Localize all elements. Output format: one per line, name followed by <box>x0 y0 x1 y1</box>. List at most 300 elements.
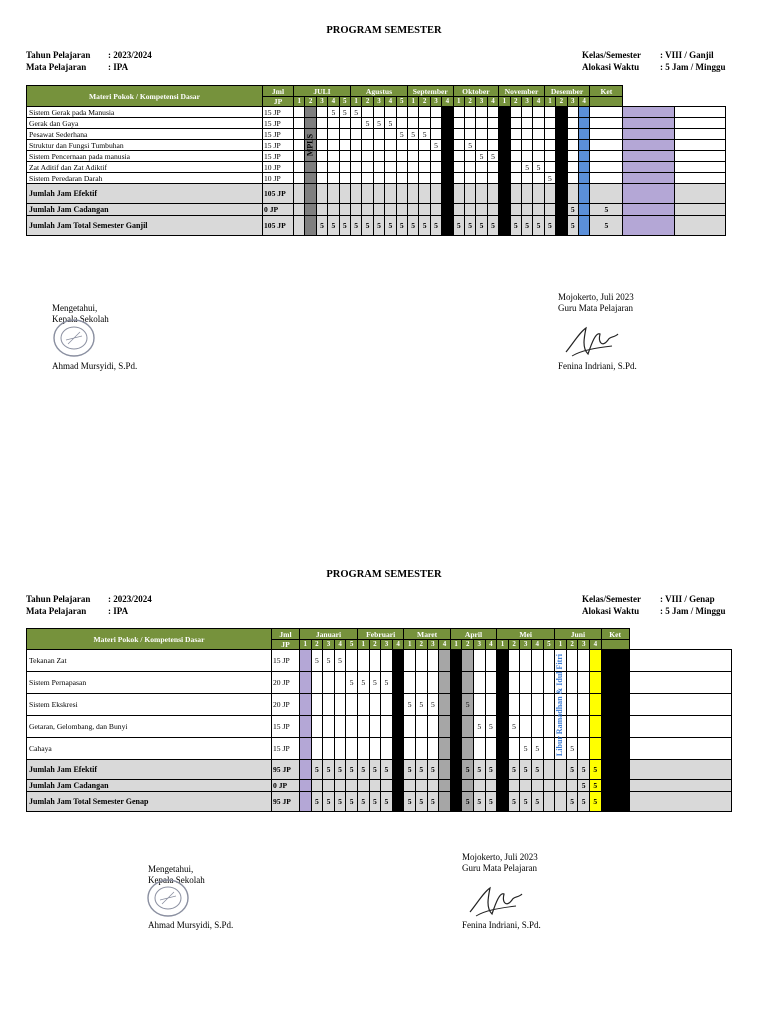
week-cell <box>328 118 339 129</box>
week-cell <box>316 107 327 118</box>
week-cell <box>415 650 427 672</box>
week-cell: 5 <box>311 792 323 812</box>
week-cell <box>442 204 453 216</box>
week-cell <box>316 173 327 184</box>
week-cell <box>323 716 335 738</box>
week-cell: 5 <box>339 107 350 118</box>
week-cell <box>533 204 544 216</box>
week-cell <box>474 780 486 792</box>
week-cell <box>385 140 396 151</box>
meta-value: : IPA <box>108 606 129 616</box>
week-cell <box>381 694 393 716</box>
summary-row <box>27 780 732 792</box>
week-cell <box>339 173 350 184</box>
place-date: Mojokerto, Juli 2023 <box>558 292 634 302</box>
week-cell <box>392 650 404 672</box>
jp-cell: 15 JP <box>272 650 300 672</box>
week-cell <box>533 184 544 204</box>
week-cell <box>590 184 623 204</box>
week-cell: 5 <box>464 216 475 236</box>
header-ket: Ket <box>590 86 623 97</box>
page-title-ganjil: PROGRAM SEMESTER <box>326 25 442 36</box>
table-row <box>27 107 726 118</box>
week-cell: 5 <box>508 716 520 738</box>
week-cell: 5 <box>373 118 384 129</box>
week-cell <box>362 162 373 173</box>
meta-key: Alokasi Waktu <box>582 606 640 616</box>
week-cell <box>556 118 567 129</box>
ket-cell <box>674 151 725 162</box>
week-cell <box>590 173 623 184</box>
week-cell: 5 <box>334 760 346 780</box>
jp-cell: 95 JP <box>272 760 300 780</box>
week-cell <box>396 204 407 216</box>
week-cell <box>334 672 346 694</box>
week-cell <box>543 694 555 716</box>
week-cell: 5 <box>499 151 510 162</box>
week-cell <box>487 184 498 204</box>
week-cell <box>392 672 404 694</box>
week-cell <box>339 118 350 129</box>
principal-name: Ahmad Mursyidi, S.Pd. <box>148 920 234 930</box>
week-cell <box>623 216 674 236</box>
week-cell: 5 <box>533 216 544 236</box>
week-cell <box>396 118 407 129</box>
week-cell <box>590 694 602 716</box>
week-cell <box>623 107 674 118</box>
ket-cell <box>674 129 725 140</box>
week-cell <box>521 173 532 184</box>
jp-cell: 105 JP <box>263 216 294 236</box>
table-row <box>27 140 726 151</box>
week-cell <box>590 107 623 118</box>
week-cell: 5 <box>462 792 474 812</box>
week-cell <box>439 716 451 738</box>
week-cell <box>334 694 346 716</box>
week-cell <box>294 107 305 118</box>
week-cell <box>385 107 396 118</box>
week-cell <box>520 650 532 672</box>
summary-row <box>27 760 732 780</box>
week-cell <box>544 140 555 151</box>
week-cell <box>499 204 510 216</box>
week-cell: 5 <box>462 760 474 780</box>
week-cell <box>555 760 567 780</box>
week-cell <box>464 151 475 162</box>
week-cell <box>497 792 509 812</box>
week-cell <box>474 672 486 694</box>
header-week: 4 <box>392 640 404 650</box>
week-cell <box>485 738 497 760</box>
week-cell <box>362 107 373 118</box>
week-cell: 5 <box>442 140 453 151</box>
week-cell <box>392 760 404 780</box>
week-cell <box>427 672 439 694</box>
week-cell <box>601 760 629 780</box>
header-week: 1 <box>544 97 555 107</box>
week-cell <box>566 716 578 738</box>
header-week: 3 <box>323 640 335 650</box>
week-cell <box>590 738 602 760</box>
topic-cell: Cahaya <box>27 738 272 760</box>
meta-left-ganjil <box>26 49 152 73</box>
week-cell <box>556 216 567 236</box>
week-cell <box>487 129 498 140</box>
week-cell <box>404 780 416 792</box>
week-cell: 5 <box>590 216 623 236</box>
teacher-name: Fenina Indriani, S.Pd. <box>462 920 541 930</box>
week-cell <box>487 162 498 173</box>
jp-cell: 15 JP <box>263 107 294 118</box>
header-week: 3 <box>373 97 384 107</box>
week-cell <box>311 694 323 716</box>
week-cell <box>521 129 532 140</box>
header-week: 5 <box>396 97 407 107</box>
week-cell <box>439 672 451 694</box>
week-cell: 5 <box>531 760 543 780</box>
week-cell <box>396 107 407 118</box>
header-week: 1 <box>404 640 416 650</box>
week-cell <box>442 129 453 140</box>
week-cell <box>453 151 464 162</box>
week-cell <box>566 672 578 694</box>
header-week: 4 <box>328 97 339 107</box>
week-cell <box>464 118 475 129</box>
week-cell <box>543 792 555 812</box>
week-cell <box>311 716 323 738</box>
week-cell <box>578 151 589 162</box>
week-cell: 5 <box>556 173 567 184</box>
week-cell: 5 <box>508 760 520 780</box>
week-cell <box>487 118 498 129</box>
header-week: 4 <box>439 640 451 650</box>
week-cell <box>294 140 305 151</box>
week-cell <box>497 760 509 780</box>
week-cell <box>476 204 487 216</box>
topic-cell: Jumlah Jam Efektif <box>27 760 272 780</box>
week-cell <box>590 118 623 129</box>
week-cell <box>373 151 384 162</box>
ket-cell <box>674 204 725 216</box>
week-cell: 5 <box>474 760 486 780</box>
week-cell <box>328 151 339 162</box>
week-cell: 5 <box>408 129 419 140</box>
week-cell <box>476 129 487 140</box>
header-month: November <box>499 86 545 97</box>
role-label: Kepala Sekolah <box>52 314 109 324</box>
week-cell <box>408 204 419 216</box>
week-cell <box>385 151 396 162</box>
week-cell <box>476 107 487 118</box>
week-cell <box>427 650 439 672</box>
week-cell <box>300 792 312 812</box>
week-cell <box>294 129 305 140</box>
week-cell: 5 <box>328 216 339 236</box>
week-cell: 5 <box>350 216 361 236</box>
week-cell <box>543 760 555 780</box>
week-cell: 5 <box>533 162 544 173</box>
week-cell <box>392 792 404 812</box>
week-cell <box>453 204 464 216</box>
week-cell <box>464 204 475 216</box>
week-cell <box>316 118 327 129</box>
week-cell: 5 <box>567 216 578 236</box>
header-month: September <box>408 86 454 97</box>
week-cell <box>544 184 555 204</box>
week-cell <box>339 129 350 140</box>
week-cell <box>419 204 430 216</box>
week-cell <box>323 694 335 716</box>
week-cell <box>533 140 544 151</box>
header-week: 1 <box>499 97 510 107</box>
week-cell <box>567 151 578 162</box>
week-cell <box>497 650 509 672</box>
jp-cell: 15 JP <box>263 151 294 162</box>
header-week: 3 <box>578 640 590 650</box>
week-cell: 5 <box>408 216 419 236</box>
week-cell <box>462 780 474 792</box>
week-cell <box>499 216 510 236</box>
week-cell <box>578 738 590 760</box>
week-cell: 5 <box>453 216 464 236</box>
week-cell: 5 <box>404 694 416 716</box>
week-cell <box>543 672 555 694</box>
week-cell <box>567 162 578 173</box>
meta-key: Mata Pelajaran <box>26 606 87 616</box>
week-cell <box>381 780 393 792</box>
week-cell <box>543 738 555 760</box>
week-cell: 5 <box>419 129 430 140</box>
week-cell <box>419 151 430 162</box>
week-cell: 5 <box>578 780 590 792</box>
header-jml: Jml <box>272 629 300 640</box>
week-cell <box>476 162 487 173</box>
week-cell <box>392 738 404 760</box>
week-cell <box>381 716 393 738</box>
meta-value: : 5 Jam / Minggu <box>660 62 726 72</box>
header-week: 1 <box>294 97 305 107</box>
week-cell: 5 <box>357 792 369 812</box>
week-cell <box>396 184 407 204</box>
week-cell <box>439 780 451 792</box>
topic-cell: Struktur dan Fungsi Tumbuhan <box>27 140 263 151</box>
week-cell <box>415 780 427 792</box>
week-cell <box>566 650 578 672</box>
week-cell <box>385 173 396 184</box>
week-cell <box>462 716 474 738</box>
week-cell <box>533 107 544 118</box>
week-cell <box>601 780 629 792</box>
meta-key: Alokasi Waktu <box>582 62 640 72</box>
week-cell <box>520 694 532 716</box>
role-label: Mengetahui, <box>52 303 98 313</box>
week-cell: 5 <box>567 204 578 216</box>
week-cell: 5 <box>566 760 578 780</box>
schedule-table-ganjil <box>26 85 726 236</box>
meta-value: : 2023/2024 <box>108 594 152 604</box>
week-cell <box>521 151 532 162</box>
teacher-signature-icon <box>562 322 624 360</box>
meta-right-genap <box>582 593 726 617</box>
week-cell <box>544 118 555 129</box>
week-cell <box>556 140 567 151</box>
week-cell <box>427 738 439 760</box>
week-cell <box>578 204 589 216</box>
header-week: 2 <box>311 640 323 650</box>
week-cell <box>419 118 430 129</box>
week-cell <box>442 162 453 173</box>
week-cell <box>499 107 510 118</box>
week-cell <box>474 694 486 716</box>
ket-cell <box>629 760 731 780</box>
week-cell <box>508 650 520 672</box>
meta-key: Kelas/Semester <box>582 594 641 604</box>
week-cell <box>362 140 373 151</box>
week-cell <box>369 716 381 738</box>
week-cell <box>450 694 462 716</box>
header-week: 2 <box>362 97 373 107</box>
week-cell <box>601 650 629 672</box>
week-cell: 5 <box>346 760 358 780</box>
week-cell <box>623 204 674 216</box>
week-cell <box>381 650 393 672</box>
week-cell <box>474 738 486 760</box>
topic-cell: Sistem Ekskresi <box>27 694 272 716</box>
week-cell <box>485 650 497 672</box>
header-week: 2 <box>462 640 474 650</box>
week-cell <box>439 650 451 672</box>
header-week: 1 <box>350 97 361 107</box>
header-ket-blank <box>590 97 623 107</box>
week-cell <box>323 738 335 760</box>
header-week: 3 <box>567 97 578 107</box>
school-stamp-icon <box>52 318 96 358</box>
week-cell <box>499 118 510 129</box>
table-row <box>27 118 726 129</box>
week-cell <box>294 184 305 204</box>
week-cell <box>566 780 578 792</box>
meta-value: : 2023/2024 <box>108 50 152 60</box>
week-cell <box>566 694 578 716</box>
topic-cell: Getaran, Gelombang, dan Bunyi <box>27 716 272 738</box>
week-cell <box>430 162 441 173</box>
week-cell <box>323 780 335 792</box>
week-cell <box>430 204 441 216</box>
week-cell <box>373 140 384 151</box>
week-cell <box>531 694 543 716</box>
week-cell: 5 <box>590 204 623 216</box>
week-cell <box>392 694 404 716</box>
week-cell <box>339 204 350 216</box>
week-cell <box>396 162 407 173</box>
week-cell <box>439 792 451 812</box>
header-week: 2 <box>369 640 381 650</box>
week-cell <box>453 118 464 129</box>
week-cell <box>520 672 532 694</box>
week-cell <box>357 738 369 760</box>
week-cell: 5 <box>357 672 369 694</box>
week-cell <box>396 140 407 151</box>
week-cell <box>533 151 544 162</box>
libur-ramadhan-label: Libur Ramadhan & Idul Fitri <box>555 653 565 756</box>
jp-cell: 20 JP <box>272 672 300 694</box>
week-cell <box>485 694 497 716</box>
header-week: 2 <box>305 97 316 107</box>
teacher-name: Fenina Indriani, S.Pd. <box>558 361 637 371</box>
week-cell <box>427 716 439 738</box>
week-cell <box>590 129 623 140</box>
week-cell <box>556 204 567 216</box>
week-cell <box>510 151 521 162</box>
ket-cell <box>674 184 725 204</box>
week-cell <box>544 151 555 162</box>
week-cell <box>567 184 578 204</box>
role-label: Guru Mata Pelajaran <box>558 303 633 313</box>
week-cell <box>415 738 427 760</box>
week-cell <box>430 173 441 184</box>
week-cell <box>578 118 589 129</box>
week-cell <box>392 716 404 738</box>
week-cell: 5 <box>350 107 361 118</box>
week-cell: 5 <box>476 151 487 162</box>
header-week: 3 <box>520 640 532 650</box>
week-cell <box>508 780 520 792</box>
week-cell <box>350 151 361 162</box>
week-cell <box>311 672 323 694</box>
topic-cell: Sistem Pencernaan pada manusia <box>27 151 263 162</box>
week-cell: 5 <box>474 716 486 738</box>
table-row <box>27 672 732 694</box>
week-cell <box>499 129 510 140</box>
topic-cell: Gerak dan Gaya <box>27 118 263 129</box>
header-month: JULI <box>294 86 351 97</box>
week-cell <box>439 694 451 716</box>
week-cell: 5 <box>334 792 346 812</box>
week-cell <box>350 140 361 151</box>
week-cell: 5 <box>590 760 602 780</box>
week-cell <box>294 151 305 162</box>
week-cell: 5 <box>487 216 498 236</box>
week-cell <box>430 129 441 140</box>
header-week: 1 <box>453 97 464 107</box>
topic-cell: Jumlah Jam Cadangan <box>27 780 272 792</box>
role-label: Kepala Sekolah <box>148 875 205 885</box>
week-cell <box>578 129 589 140</box>
header-week: 2 <box>419 97 430 107</box>
jp-cell: 105 JP <box>263 184 294 204</box>
header-week: 4 <box>590 640 602 650</box>
week-cell <box>381 738 393 760</box>
week-cell <box>521 118 532 129</box>
place-date: Mojokerto, Juli 2023 <box>462 852 538 862</box>
week-cell: 5 <box>396 129 407 140</box>
week-cell <box>439 738 451 760</box>
week-cell <box>485 780 497 792</box>
week-cell <box>487 140 498 151</box>
meta-value: : IPA <box>108 62 129 72</box>
header-month: Desember <box>544 86 590 97</box>
table-row <box>27 129 726 140</box>
week-cell: 5 <box>404 760 416 780</box>
header-week: 4 <box>533 97 544 107</box>
week-cell <box>323 672 335 694</box>
week-cell <box>362 151 373 162</box>
week-cell: 5 <box>427 760 439 780</box>
week-cell <box>464 107 475 118</box>
topic-cell: Sistem Peredaran Darah <box>27 173 263 184</box>
week-cell <box>543 780 555 792</box>
week-cell <box>531 672 543 694</box>
